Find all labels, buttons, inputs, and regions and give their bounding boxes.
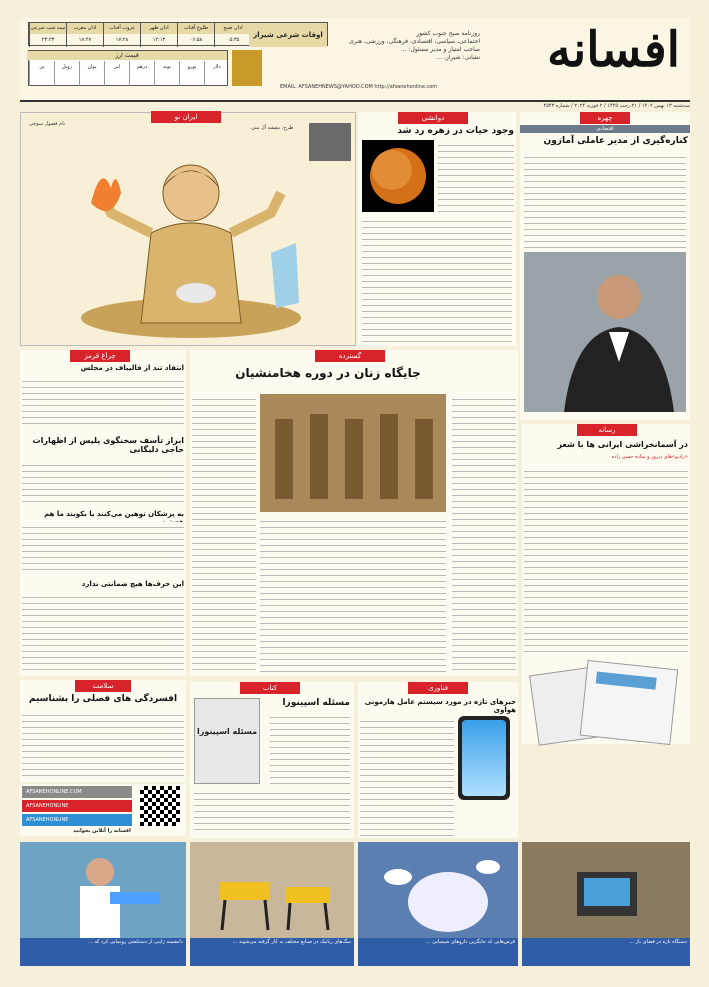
social-handle-web[interactable]: AFSANEHONLINE.COM [22,786,132,798]
prayer-times-table [28,22,328,46]
book-badge: کتاب [240,682,300,694]
phone-title: خبرهای تازه در مورد سیستم عامل هارمونی هواوی [364,698,516,714]
prayer-cell [140,23,177,47]
currency-cell: درهم [129,61,154,86]
weather-badge [232,50,262,86]
venus-title: وجود حیات در زهره رد شد [397,126,514,136]
iran-title: در آسمانخراشی ایرانی ها با شعر [557,440,688,449]
prayer-cell [177,23,214,47]
persepolis-relief-image [260,394,446,512]
women-title: جایگاه زنان در دوره هخامنشیان [235,366,421,380]
prayer-grid [29,23,251,47]
parliament-body-3 [22,522,184,572]
depression-article [20,680,186,782]
prayer-value: ۰۶:۵۸ [189,37,203,43]
parliament-title-3: به پزشکان توهین می‌کنند یا بکوبند ما هم [44,510,184,518]
org-block [320,30,480,62]
social-handles [22,786,132,826]
bezos-photo [524,252,686,412]
phone-badge: فناوری [408,682,468,694]
parliament-body-4 [22,592,184,672]
women-body-col-left [192,394,256,672]
prayer-cell [66,23,103,47]
women-badge: گسترده [315,350,385,362]
currency-table [28,50,228,86]
org-line-2: اجتماعی، سیاسی، اقتصادی، فرهنگی، ورزشی، هنری [349,38,480,45]
prayer-cell [103,23,140,47]
masthead [20,18,690,102]
cartoon-right-caption: نام فصول سوچی [29,121,66,127]
book-title: مسئله اسپینوزا [282,698,350,708]
venus-badge: دوانشی [398,112,468,124]
contact-line: EMAIL: AFSANEHNEWS@YAHOO.COM http://afsanehonline.com [280,84,438,90]
cartoon-caption: طرح: بنفشه آل متی [251,125,294,131]
book-body-bottom [194,788,350,834]
parliament-title-4: این حرف‌ها هیچ ضمانتی ندارد [81,580,184,588]
prayer-cell [29,23,66,47]
prayer-header: اذان مغرب [67,23,103,34]
cartoon-drawing [71,133,311,343]
prayer-title: اوقات شرعی شیراز [249,23,327,47]
currency-title: قیمت ارز [27,51,227,60]
qr-code[interactable] [140,786,180,826]
currency-grid [29,61,229,86]
prayer-value: ۱۷:۲۸ [115,37,129,43]
newspapers-image [524,660,688,750]
photo-device [522,842,690,938]
book-cover [194,698,260,784]
social-footer: افسانه را آنلاین بخوانید [73,828,131,834]
photo-robot-dogs [190,842,354,938]
prayer-header: اذان صبح [215,23,251,34]
depression-body [22,710,184,780]
women-body-col-right [452,394,516,672]
depression-title: افسردگی های فصلی را بشناسیم [28,694,178,704]
amazon-title: کناره‌گیری از مدیر عاملی آمازون [543,136,688,146]
depression-badge: سلامت [75,680,131,692]
iran-article [522,424,690,744]
iran-body [524,466,688,656]
newspaper-logo: افسانه [547,22,680,78]
venus-body-2 [362,216,512,342]
phone-article [358,682,518,838]
prayer-value: ۱۲:۱۳ [152,37,166,43]
caption-4: دستگاه تازه در فضای باز ... [522,938,690,966]
cartoon-badge: ایران نو [151,111,221,123]
book-article [190,682,354,838]
phone-image [458,716,510,800]
currency-cell: یوان [79,61,104,86]
org-line-3: صاحب امتیاز و مدیر مسئول: ... [400,46,480,53]
prayer-header: نیمه شب شرعی [30,23,66,34]
org-line-1: روزنامه صبح جنوب کشور [416,30,480,37]
prayer-cell [214,23,251,47]
prayer-header: غروب آفتاب [104,23,140,34]
women-article [190,350,518,676]
venus-image [362,140,434,212]
book-cover-title: مسئله اسپینوزا [196,727,258,736]
parliament-body-2 [22,460,184,502]
caption-3: قرص‌هایی که جایگزین داروهای شیمیایی ... [358,938,518,966]
social-box [20,784,186,836]
currency-cell: یورو [179,61,204,86]
prayer-value: ۰۵:۳۵ [226,37,240,43]
social-handle-telegram[interactable]: AFSANEHONLINE [22,814,132,826]
caption-1: دانشمند ژاپنی از دستکشی رونمایی کرد که ... [20,938,186,966]
women-body-col-middle [260,516,446,672]
venus-article [358,112,516,346]
parliament-title-2: ابراز تأسف سخنگوی پلیس از اظهارات حاجی دلیگانی [32,436,184,454]
amazon-body [524,152,686,250]
amazon-subtitle: اقتصادی [520,125,690,133]
venus-body-1 [438,140,514,212]
caption-2: سگ‌های رباتیک در صنایع مختلف به کار گرفته می‌شوند ... [190,938,354,966]
currency-cell: لیر [104,61,129,86]
currency-cell: پوند [154,61,179,86]
parliament-title-1: انتقاد تند از قالیباف در مجلس [80,364,184,372]
address: نشانی: شیراز، ... [436,54,480,61]
photo-pills [358,842,518,938]
iran-badge: رسانه [577,424,637,436]
phone-body [360,716,454,836]
social-handle-instagram[interactable]: AFSANEHONLINE [22,800,132,812]
amazon-badge: چهره [580,112,630,124]
date-line: سه‌شنبه ۱۳ بهمن ۱۴۰۲ / ۲۱ رجب ۱۴۴۵ / ۲ فوریه ۲۰۲۴ / شماره ۴۵۴۳ [543,103,690,109]
amazon-article [520,112,690,420]
parliament-article [20,350,186,676]
prayer-header: طلوع آفتاب [178,23,214,34]
prayer-value: ۲۳:۲۳ [41,37,55,43]
cartoonist-photo [309,123,351,161]
cartoon-panel [20,112,356,346]
parliament-body-1 [22,376,184,428]
currency-cell: دلار [204,61,229,86]
currency-cell: روبل [54,61,79,86]
currency-cell: ین [29,61,54,86]
iran-subtitle: «رادیو»های دیروز و ساده حسن زاده [611,454,688,460]
book-body [270,712,350,784]
photo-scientist [20,842,186,938]
prayer-value: ۱۷:۴۷ [78,37,92,43]
prayer-header: اذان ظهر [141,23,177,34]
parliament-badge: چراغ قرمز [70,350,130,362]
